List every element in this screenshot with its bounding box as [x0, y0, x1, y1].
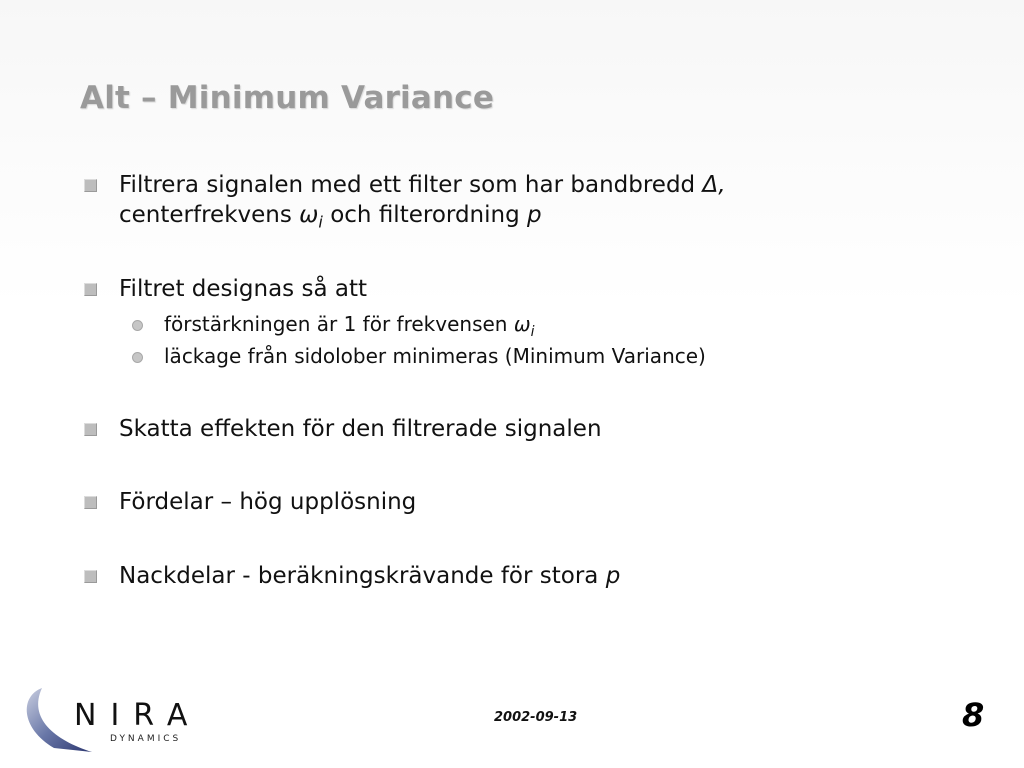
- square-bullet-icon: [84, 570, 97, 583]
- logo-subtitle: DYNAMICS: [110, 734, 182, 744]
- round-bullet-icon: [132, 352, 143, 363]
- logo-wordmark: NIRA: [74, 698, 202, 733]
- round-bullet-icon: [132, 320, 143, 331]
- bullet-text: Nackdelar - beräkningskrävande för stora p: [119, 563, 621, 589]
- square-bullet-icon: [84, 179, 97, 192]
- bullet-text: Filtrera signalen med ett filter som har bandbredd Δ,: [119, 172, 726, 198]
- footer-date: 2002-09-13: [494, 710, 578, 725]
- page-number: 8: [962, 696, 985, 734]
- bullet-text-continued: centerfrekvens $\omega_i$ och filterordning p: [119, 202, 542, 232]
- nira-dynamics-logo: [14, 682, 214, 756]
- square-bullet-icon: [84, 496, 97, 509]
- bullet-text: Skatta effekten för den filtrerade signalen: [119, 416, 602, 442]
- bullet-text: Fördelar – hög upplösning: [119, 489, 417, 515]
- square-bullet-icon: [84, 423, 97, 436]
- sub-bullet-text: förstärkningen är 1 för frekvensen $\omega_i$: [164, 312, 535, 340]
- bullet-text: Filtret designas så att: [119, 276, 367, 302]
- sub-bullet-text: läckage från sidolober minimeras (Minimum Variance): [164, 344, 706, 368]
- square-bullet-icon: [84, 283, 97, 296]
- slide-title: Alt – Minimum Variance: [80, 80, 495, 116]
